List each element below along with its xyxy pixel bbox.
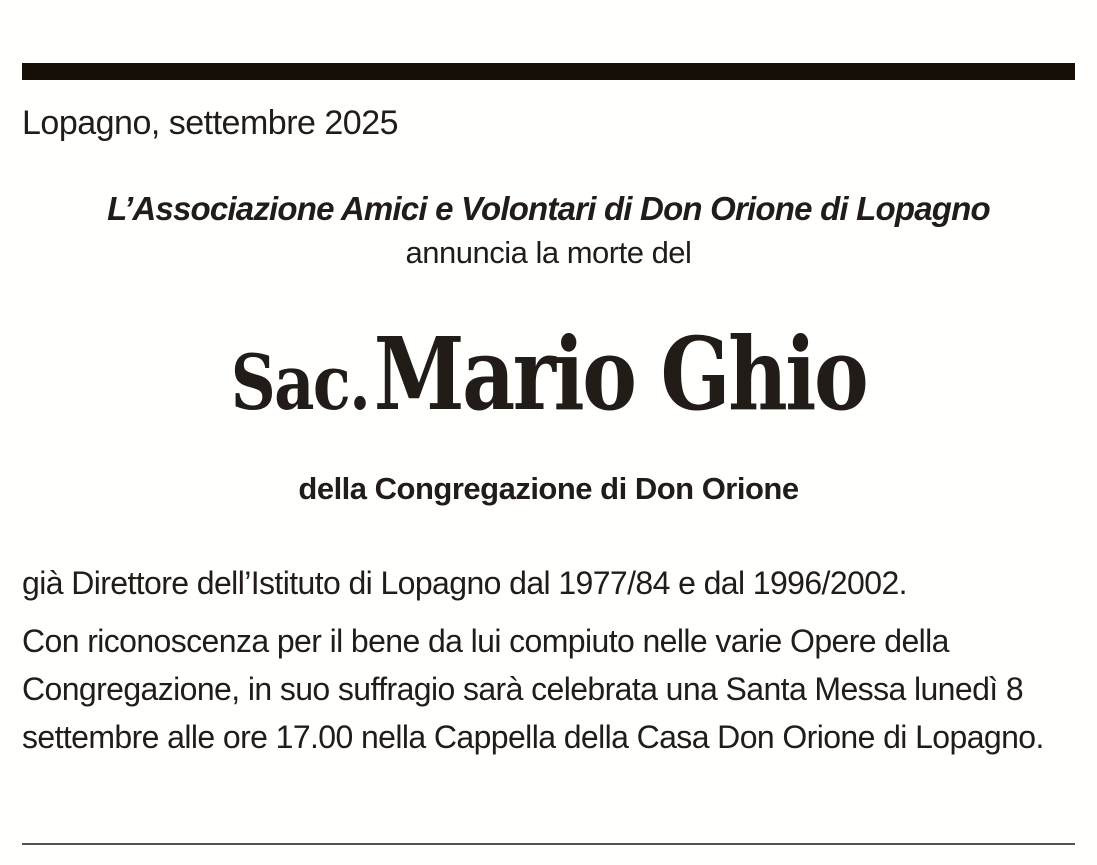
deceased-title: Sac. xyxy=(230,337,370,427)
top-divider-bar xyxy=(22,63,1075,80)
announcement-phrase: annuncia la morte del xyxy=(405,235,692,271)
deceased-name-scale-wrapper xyxy=(230,314,867,433)
obituary-body xyxy=(22,559,1075,761)
body-paragraph-mass-details: Con riconoscenza per il bene da lui compiuto nelle varie Opere della Congregazione, in suo suffragio sarà celebrata una Santa Messa lunedì 8 settembre alle ore 17.00 nella Cappella della Casa Don Orione di Lopagno. xyxy=(22,622,1044,755)
obituary-content xyxy=(22,0,1075,761)
bottom-divider-rule xyxy=(22,843,1075,845)
congregation-affiliation: della Congregazione di Don Orione xyxy=(298,470,799,506)
deceased-name: Mario Ghio xyxy=(373,314,867,433)
announcing-organization: L’Associazione Amici e Volontari di Don Orione di Lopagno xyxy=(107,190,990,228)
deceased-name-line xyxy=(22,314,1075,433)
body-paragraph-career: già Direttore dell’Istituto di Lopagno dal 1977/84 e dal 1996/2002. xyxy=(22,564,907,601)
dateline: Lopagno, settembre 2025 xyxy=(22,104,399,142)
